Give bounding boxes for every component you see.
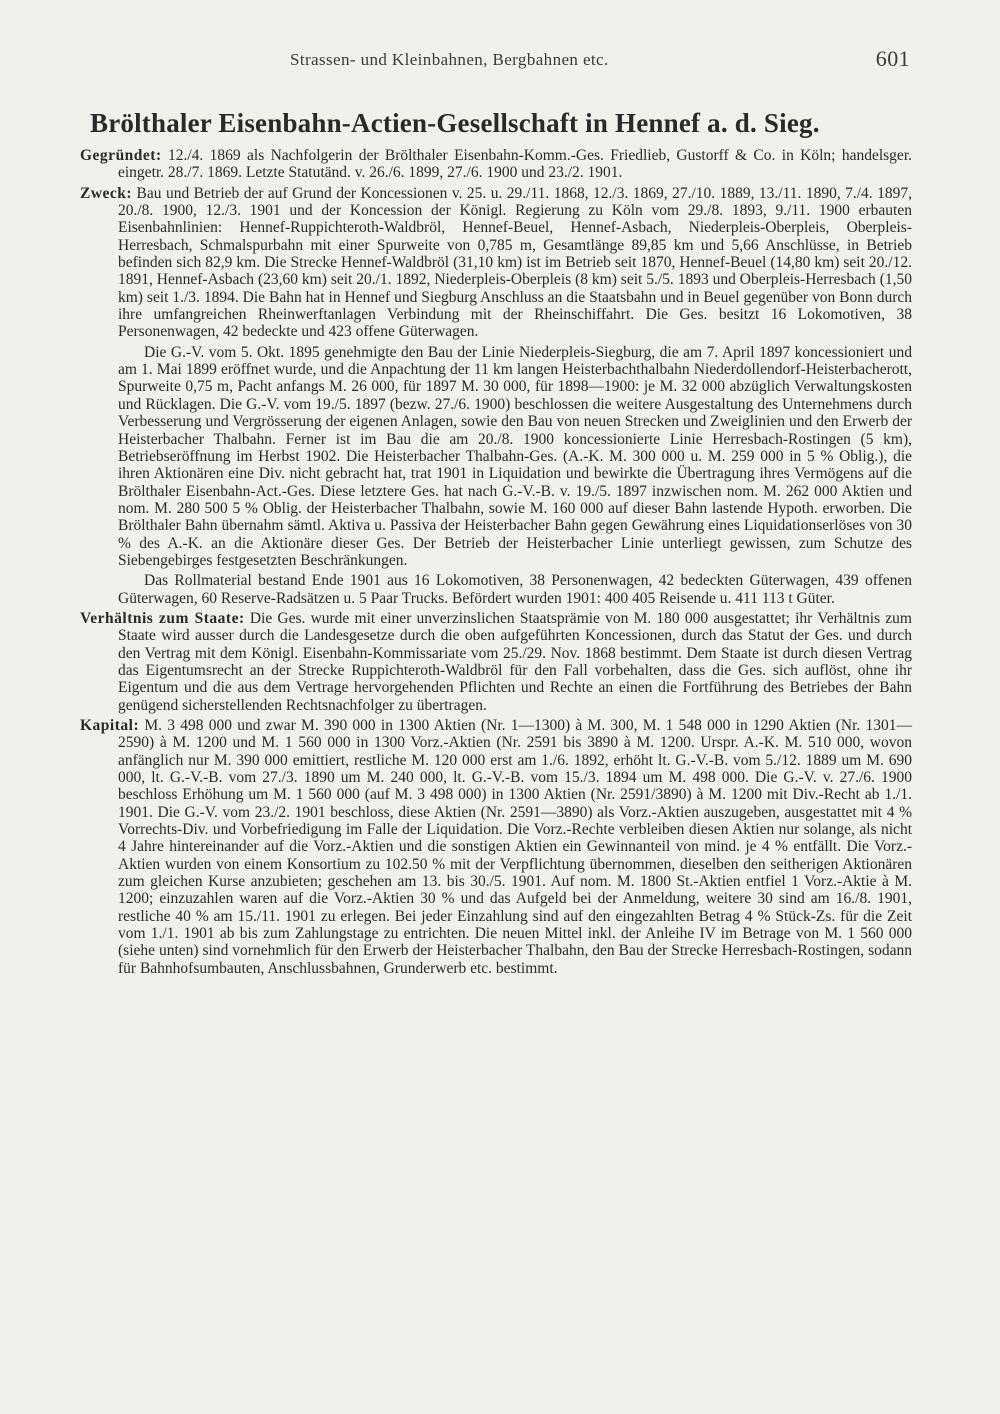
- document-body: [80, 147, 912, 980]
- section-label: Verhältnis zum Staate:: [80, 609, 245, 627]
- section-label: Gegründet:: [80, 147, 162, 164]
- section-text: 12./4. 1869 als Nachfolgerin der Brölthaler Eisenbahn-Komm.-Ges. Friedlieb, Gustorff & Co. in Köln; handelsger. eingetr. 28./7. 1869. Letzte Statutänd. v. 26./6. 1899, 27./6. 1900 und 23./2. 1901.: [118, 147, 912, 182]
- company-title: Brölthaler Eisenbahn-Actien-Gesellschaft in Hennef a. d. Sieg.: [90, 108, 820, 138]
- section-text: M. 3 498 000 und zwar M. 390 000 in 1300 Aktien (Nr. 1—1300) à M. 300, M. 1 548 000 in 1290 Aktien (Nr. 1301—2590) à M. 1200 und M. 1 560 000 in 1300 Vorz.-Aktien (Nr. 2591 bis 3890 à M. 1200. Urspr. A.-K. M. 510 000, wovon anfänglich nur M. 390 000 emittiert, restliche M. 120 000 erst am 1./6. 1892, erhöht lt. G.-V.-B. vom 5./12. 1889 um M. 690 000, lt. G.-V.-B. vom 27./3. 1890 um M. 240 000, lt. G.-V.-B. vom 15./3. 1894 um M. 498 000. Die G.-V. v. 27./6. 1900 beschloss Erhöhung um M. 1 560 000 (auf M. 3 498 000) in 1300 Aktien (Nr. 2591/3890) à M. 1200 mit Div.-Recht ab 1./1. 1901. Die G.-V. vom 23./2. 1901 beschloss, diese Aktien (Nr. 2591—3890) als Vorz.-Aktien auszugeben, ausgestattet mit 4 % Vorrechts-Div. und Vorbefriedigung im Falle der Liquidation. Die Vorz.-Rechte verbleiben diesen Aktien nur solange, als nicht 4 Jahre hintereinander auf die Vorz.-Aktien und die sonstigen Aktien ein Gewinnanteil von mind. je 4 % entfällt. Die Vorz.-Aktien wurden von einem Konsortium zu 102.50 % mit der Verpflichtung übernommen, dieselben den seitherigen Aktionären zum gleichen Kurse anzubieten; geschehen am 13. bis 30./5. 1901. Auf nom. M. 1800 St.-Aktien entfiel 1 Vorz.-Aktie à M. 1200; einzuzahlen waren auf die Vorz.-Aktien 30 % und das Aufgeld bei der Anmeldung, weitere 30 sind am 16./8. 1901, restliche 40 % am 15./11. 1901 zu erlegen. Bei jeder Einzahlung sind auf den eingezahlten Betrag 4 % Stück-Zs. für die Zeit vom 1./1. 1901 ab bis zum Zahlungstage zu entrichten. Die neuen Mittel inkl. der Anleihe IV im Betrage von M. 1 560 000 (siehe unten) sind vornehmlich für den Erwerb der Heisterbacher Thalbahn, den Bau der Strecke Herresbach-Rostingen, sodann für Bahnhofsumbauten, Anschlussbahnen, Grunderwerb etc. bestimmt.: [118, 717, 913, 977]
- section-gegruendet: [80, 147, 912, 182]
- section-verhaeltnis: [80, 610, 912, 714]
- section-zweck-paragraph-2: Die G.-V. vom 5. Okt. 1895 genehmigte den Bau der Linie Niederpleis-Siegburg, die am 7. April 1897 koncessioniert und am 1. Mai 1899 eröffnet wurde, und die Anpachtung der 11 km langen Heisterbachthalbahn Niederdollendorf-Heisterbacherott, Spurweite 0,75 m, Pacht anfangs M. 26 000, für 1897 M. 30 000, für 1898—1900: je M. 32 000 abzüglich Verwaltungskosten und Rücklagen. Die G.-V. vom 19./5. 1897 (bezw. 27./6. 1900) beschlossen die weitere Ausgestaltung des Unternehmens durch Verbesserung und Vergrösserung der eigenen Anlagen, sowie den Bau von neuen Strecken und Zweiglinien und den Erwerb der Heisterbacher Thalbahn. Ferner ist im Bau die am 20./8. 1900 koncessionierte Linie Herresbach-Rostingen (5 km), Betriebseröffnung im Herbst 1902. Die Heisterbacher Thalbahn-Ges. (A.-K. M. 300 000 u. M. 259 000 in 5 % Oblig.), die ihren Aktionären eine Div. nicht gebracht hat, trat 1901 in Liquidation und bewirkte die Übertragung ihres Vermögens auf die Brölthaler Eisenbahn-Act.-Ges. Diese letztere Ges. hat nach G.-V.-B. v. 19./5. 1897 inzwischen nom. M. 262 000 Aktien und nom. M. 280 500 5 % Oblig. der Heisterbacher Thalbahn, sowie M. 160 000 auf dieser Bahn lastende Hypoth. erworben. Die Brölthaler Bahn übernahm sämtl. Aktiva u. Passiva der Heisterbacher Bahn gegen Gewährung eines Liquidationserlöses von 30 % des A.-K. an die Aktionäre dieser Ges. Der Betrieb der Heisterbacher Linie unterliegt gewissen, zum Schutze des Siebengebirges festgesetzten Beschränkungen.: [118, 343, 912, 569]
- section-kapital: [80, 717, 912, 977]
- section-text: Die Ges. wurde mit einer unverzinslichen Staatsprämie von M. 180 000 ausgestattet; ihr Verhältnis zum Staate wird ausser durch die Landesgesetze durch die oben aufgeführten Koncessionen, durch das Statut der Ges. und durch den Vertrag mit dem Königl. Eisenbahn-Kommissariate vom 25./29. Nov. 1868 bestimmt. Dem Staate ist durch diesen Vertrag das Eigentumsrecht an der Strecke Ruppichteroth-Waldbröl für den Fall vorbehalten, dass die Ges. sich auflöst, ohne ihr Eigentum und die aus dem Vertrage hervorgehenden Pflichten und Rechte an einen die Fortführung des Betriebes der Bahn genügend sicherstellenden Rechtsnachfolger zu übertragen.: [118, 609, 912, 714]
- section-zweck-paragraph-3: Das Rollmaterial bestand Ende 1901 aus 16 Lokomotiven, 38 Personenwagen, 42 bedeckten Güterwagen, 439 offenen Güterwagen, 60 Reserve-Radsätzen u. 5 Paar Trucks. Befördert wurden 1901: 400 405 Reisende u. 411 113 t Güter.: [118, 572, 912, 607]
- section-zweck: [80, 185, 912, 341]
- section-label: Kapital:: [80, 717, 140, 734]
- section-text: Bau und Betrieb der auf Grund der Koncessionen v. 25. u. 29./11. 1868, 12./3. 1869, 27./10. 1889, 13./11. 1890, 7./4. 1897, 20./8. 1900, 12./3. 1901 und der Koncession der Königl. Regierung zu Köln vom 29./8. 1893, 9./11. 1900 erbauten Eisenbahnlinien: Hennef-Ruppichteroth-Waldbröl, Hennef-Beuel, Hennef-Asbach, Niederpleis-Oberpleis, Oberpleis-Herresbach, Schmalspurbahn mit einer Spurweite von 0,785 m, Gesamtlänge 89,85 km und 5,66 Anschlüsse, in Betrieb befinden sich 82,9 km. Die Strecke Hennef-Waldbröl (31,10 km) ist im Betrieb seit 1870, Hennef-Beuel (14,80 km) seit 20./12. 1891, Hennef-Asbach (23,60 km) seit 20./1. 1892, Niederpleis-Oberpleis (8 km) seit 5./5. 1893 und Oberpleis-Herresbach (1,50 km) seit 1./3. 1894. Die Bahn hat in Hennef und Siegburg Anschluss an die Staatsbahn und in Beuel gegenüber von Bonn durch ihre umfangreichen Rheinwerftanlagen Verbindung mit der Rheinschiffahrt. Die Ges. besitzt 16 Lokomotiven, 38 Personenwagen, 42 bedeckte und 423 offene Güterwagen.: [118, 184, 913, 341]
- running-title: Strassen- und Kleinbahnen, Bergbahnen etc.: [290, 50, 609, 69]
- section-label: Zweck:: [80, 184, 133, 202]
- running-header: [290, 46, 910, 71]
- page-number: 601: [875, 46, 910, 71]
